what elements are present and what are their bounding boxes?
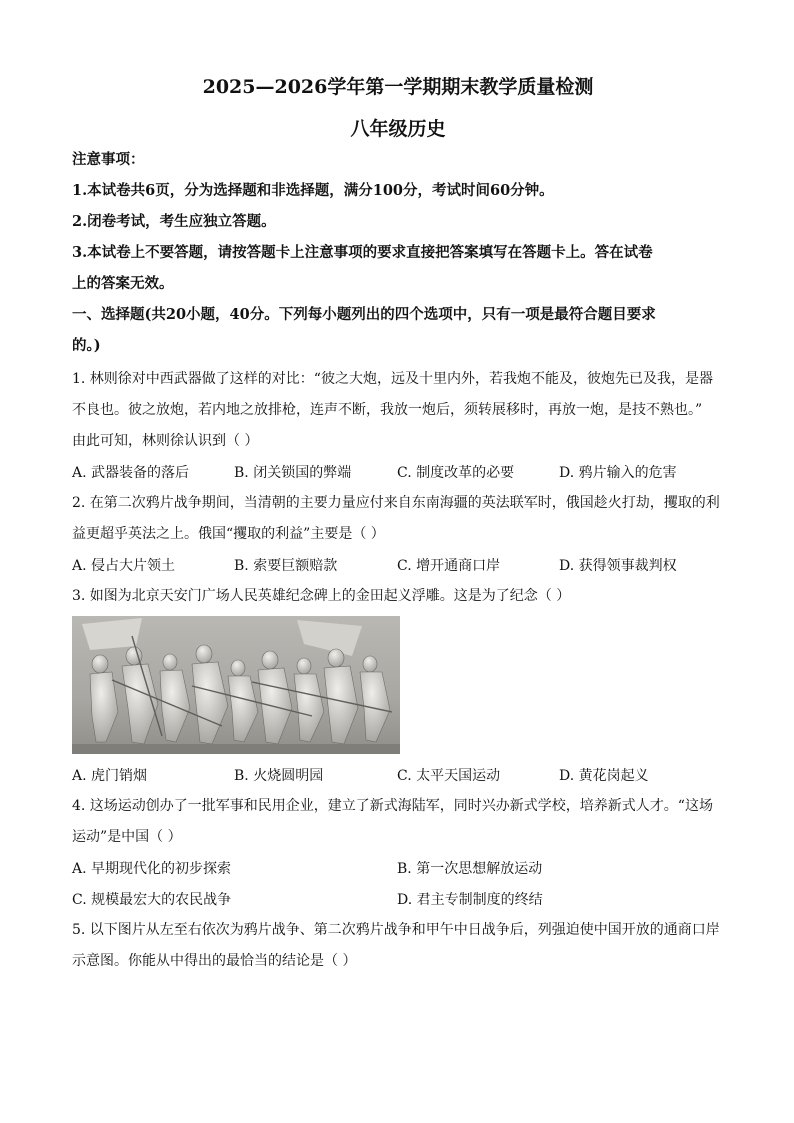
q4-option-b[interactable]: B. 第一次思想解放运动 bbox=[397, 861, 543, 877]
exam-subtitle: 八年级历史 bbox=[350, 118, 446, 140]
q3-option-a[interactable]: A. 虎门销烟 bbox=[72, 768, 148, 784]
relief-sculpture-photo bbox=[72, 616, 400, 754]
q1-stem: 1. 林则徐对中西武器做了这样的对比：“彼之大炮，远及十里内外，若我炮不能及，彼炮先已及我，是器 bbox=[72, 371, 713, 387]
q1-option-c[interactable]: C. 制度改革的必要 bbox=[397, 465, 515, 481]
note-1: 1.本试卷共6页，分为选择题和非选择题，满分100分，考试时间60分钟。 bbox=[72, 182, 554, 199]
note-2: 2.闭卷考试，考生应独立答题。 bbox=[72, 213, 276, 230]
q1-stem-2: 不良也。彼之放炮，若内地之放排枪，连声不断，我放一炮后，须转展移时，再放一炮，是技不熟也。” bbox=[72, 402, 703, 418]
q3-option-d[interactable]: D. 黄花岗起义 bbox=[559, 768, 649, 784]
q1-stem-3: 由此可知，林则徐认识到（ ） bbox=[72, 433, 259, 449]
q2-option-b[interactable]: B. 索要巨额赔款 bbox=[234, 558, 338, 574]
section-heading-cont: 的。) bbox=[72, 337, 101, 354]
q2-stem: 2. 在第二次鸦片战争期间，当清朝的主要力量应付来自东南海疆的英法联军时，俄国趁火打劫，攫取的利 bbox=[72, 495, 720, 511]
q2-option-c[interactable]: C. 增开通商口岸 bbox=[397, 558, 501, 574]
exam-title: 2025—2026学年第一学期期末教学质量检测 bbox=[202, 76, 594, 98]
q4-option-a[interactable]: A. 早期现代化的初步探索 bbox=[72, 861, 232, 877]
q2-stem-2: 益更超乎英法之上。俄国“攫取的利益”主要是（ ） bbox=[72, 526, 385, 542]
q4-stem: 4. 这场运动创办了一批军事和民用企业，建立了新式海陆军，同时兴办新式学校，培养新式人才。“这场 bbox=[72, 798, 713, 814]
q2-option-a[interactable]: A. 侵占大片领土 bbox=[72, 558, 176, 574]
q3-stem: 3. 如图为北京天安门广场人民英雄纪念碑上的金田起义浮雕。这是为了纪念（ ） bbox=[72, 588, 571, 604]
q3-option-c[interactable]: C. 太平天国运动 bbox=[397, 768, 501, 784]
q4-stem-2: 运动”是中国（ ） bbox=[72, 829, 182, 845]
q3-option-b[interactable]: B. 火烧圆明园 bbox=[234, 768, 324, 784]
note-3: 3.本试卷上不要答题，请按答题卡上注意事项的要求直接把答案填写在答题卡上。答在试卷 bbox=[72, 244, 653, 261]
q5-stem-2: 示意图。你能从中得出的最恰当的结论是（ ） bbox=[72, 953, 357, 969]
q1-option-b[interactable]: B. 闭关锁国的弊端 bbox=[234, 465, 352, 481]
q4-option-d[interactable]: D. 君主专制制度的终结 bbox=[397, 892, 543, 908]
section-heading: 一、选择题(共20小题，40分。下列每小题列出的四个选项中，只有一项是最符合题目要求 bbox=[72, 306, 656, 323]
q1-option-d[interactable]: D. 鸦片输入的危害 bbox=[559, 465, 677, 481]
notes-heading: 注意事项： bbox=[72, 151, 145, 168]
q1-option-a[interactable]: A. 武器装备的落后 bbox=[72, 465, 190, 481]
q5-stem: 5. 以下图片从左至右依次为鸦片战争、第二次鸦片战争和甲午中日战争后，列强迫使中国开放的通商口岸 bbox=[72, 922, 720, 938]
q2-option-d[interactable]: D. 获得领事裁判权 bbox=[559, 558, 677, 574]
note-3-cont: 上的答案无效。 bbox=[72, 275, 174, 292]
q4-option-c[interactable]: C. 规模最宏大的农民战争 bbox=[72, 892, 232, 908]
